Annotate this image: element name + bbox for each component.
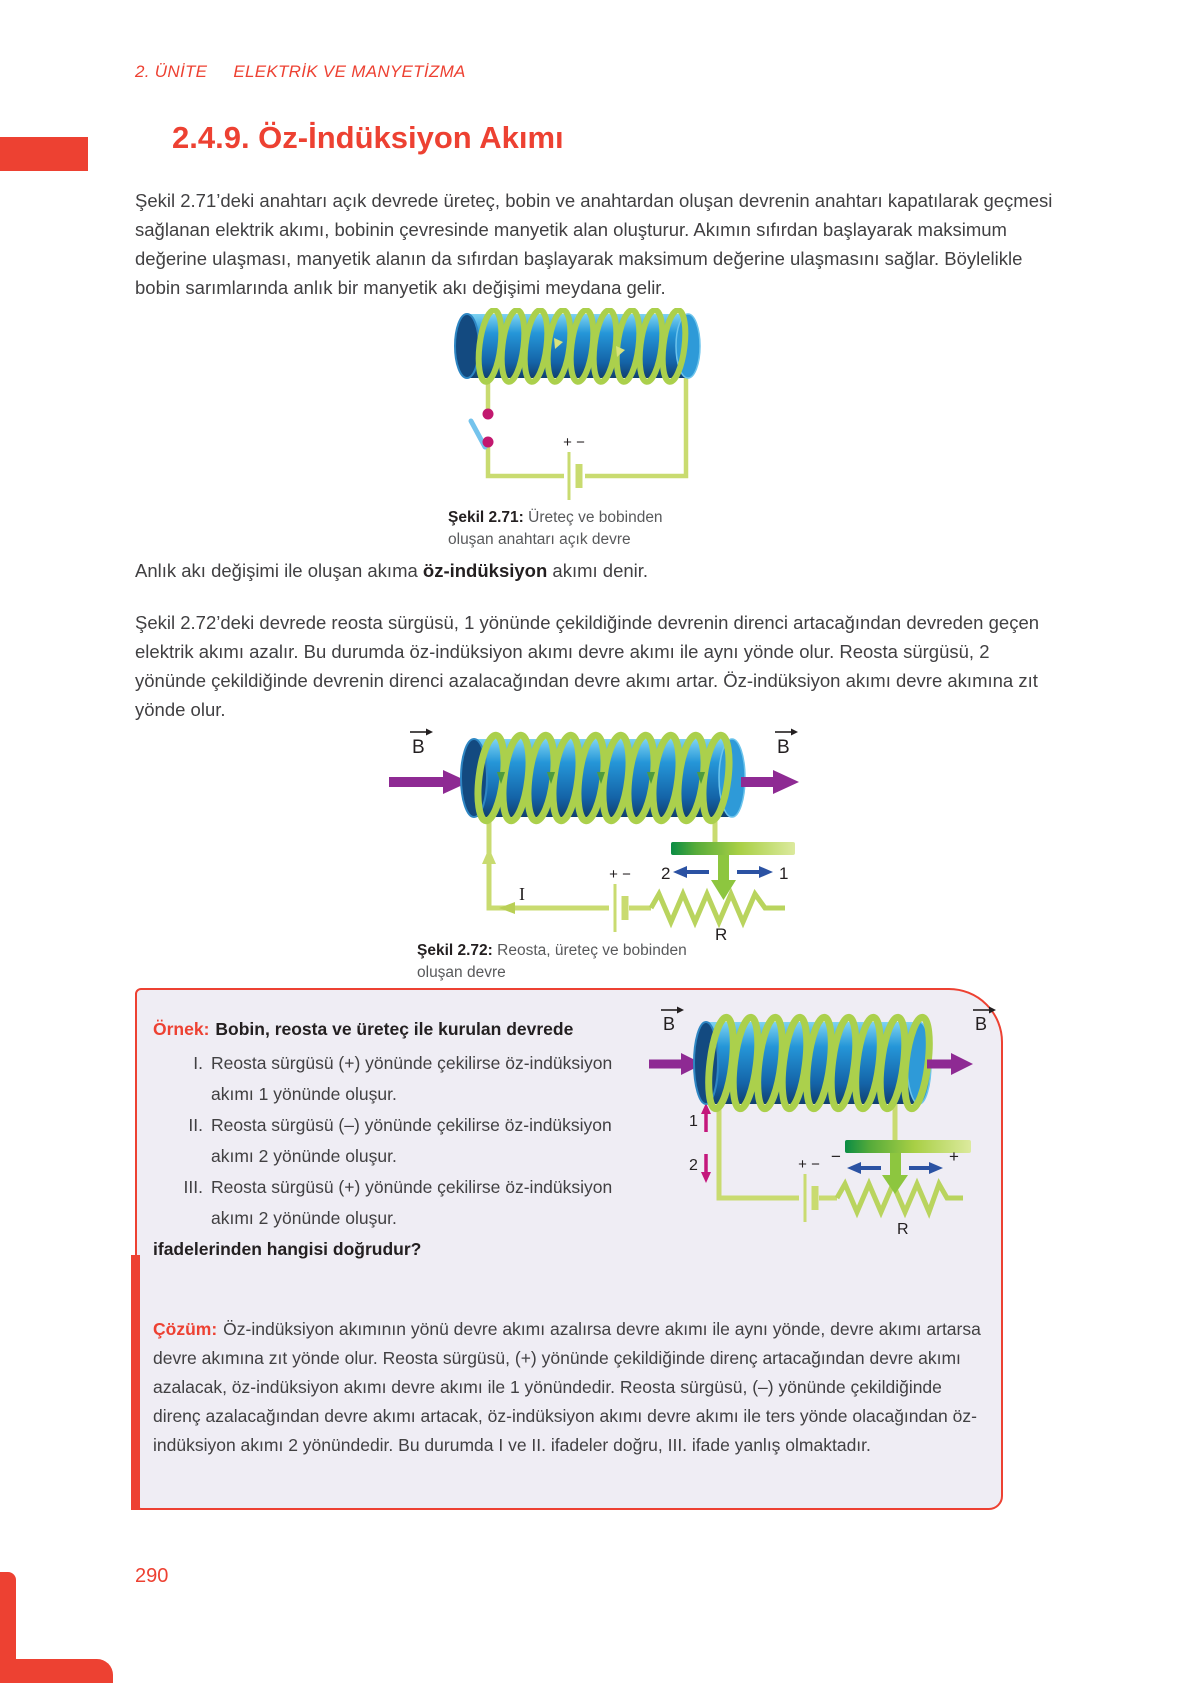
example-intro: Örnek: Bobin, reosta ve üreteç ile kurulan devrede xyxy=(153,1019,574,1039)
example-figure-coil-circuit xyxy=(649,1002,999,1240)
paragraph-definition: Anlık akı değişimi ile oluşan akıma öz-indüksiyon akımı denir. xyxy=(135,560,649,581)
caption-text: Üreteç ve bobinden oluşan anahtarı açık devre xyxy=(448,509,663,548)
example-label: Örnek: xyxy=(153,1019,210,1039)
paragraph-rheostat: Şekil 2.72’deki devrede reosta sürgüsü, 1 yönünde çekildiğinde devrenin direnci artacağından devreden geçen elektrik akımı azalır. Bu durumda öz-indüksiyon akımı devre akımı ile aynı yönde olur. Reosta sürgüsü, 2 yönünde çekildiğinde devrenin direnci azalacağından devre akımı artar. Öz-indüksiyon akımı devre akımına zıt yönde olur. xyxy=(135,612,1040,720)
slider-minus-label: − xyxy=(831,1147,841,1166)
wire-current-arrow-left xyxy=(499,902,515,914)
b-field-arrow-right xyxy=(741,729,799,795)
section-accent-bar xyxy=(0,137,88,171)
figure-2-71-open-switch-circuit xyxy=(448,308,713,506)
term-self-induction: öz-indüksiyon xyxy=(422,560,548,581)
list-item: III. Reosta sürgüsü (+) yönünde çekilirse öz-indüksiyon akımı 2 yönünde oluşur. xyxy=(183,1177,613,1228)
solution-label: Çözüm: xyxy=(153,1319,218,1339)
wire-current-arrow-up xyxy=(482,848,496,864)
slider-plus-label: + xyxy=(949,1147,959,1166)
b-field-label-left: B xyxy=(663,1014,676,1034)
page-title: 2.4.9. Öz-İndüksiyon Akımı xyxy=(172,120,564,155)
unit-title: ELEKTRİK VE MANYETİZMA xyxy=(233,62,466,81)
caption-text: Reosta, üreteç ve bobinden oluşan devre xyxy=(417,942,687,981)
coil xyxy=(694,1016,934,1110)
resistor xyxy=(837,1184,963,1212)
b-field-arrow-left xyxy=(389,729,469,795)
caption-label: Şekil 2.71: xyxy=(448,509,524,526)
direction-2-label: 2 xyxy=(689,1157,698,1174)
resistor-label: R xyxy=(897,1221,909,1238)
current-label: I xyxy=(519,884,525,904)
unit-header xyxy=(135,62,466,82)
b-field-arrow-right xyxy=(927,1007,996,1076)
b-field-label-right: B xyxy=(975,1014,988,1034)
corner-decoration-foot xyxy=(0,1659,113,1683)
battery-symbol xyxy=(798,1156,820,1222)
slider-direction-2: 2 xyxy=(661,864,671,883)
coil xyxy=(461,734,745,822)
caption-label: Şekil 2.72: xyxy=(417,942,493,959)
figure-2-72-rheostat-circuit xyxy=(385,722,805,944)
battery-symbol xyxy=(563,434,585,500)
direction-1-label: 1 xyxy=(689,1113,698,1130)
battery-polarity-label: + − xyxy=(798,1156,820,1173)
battery-polarity-label: + − xyxy=(609,866,631,883)
example-solution: Çözüm: Öz-indüksiyon akımının yönü devre akımı azalırsa devre akımı ile aynı yönde, devre akımı artarsa devre akımına zıt yönde olur. Reosta sürgüsü, (+) yönünde çekildiğinde direnç artacağından devre akımı azalacak, öz-indüksiyon akımı devre akımı ile 1 yönündedir. Reosta sürgüsü, (–) yönünde çekildiğinde direnç azalacağından devre akımı artacak, öz-indüksiyon akımı devre akımı ile ters yönde olacağından öz-indüksiyon akımı 2 yönündedir. Bu durumda I ve II. ifadeler doğru, III. ifade yanlış olmaktadır. xyxy=(153,1319,981,1455)
b-field-label-left: B xyxy=(412,737,425,758)
b-field-label-right: B xyxy=(777,737,790,758)
coil xyxy=(455,309,700,383)
slider-direction-1: 1 xyxy=(779,864,789,883)
unit-number: 2. ÜNİTE xyxy=(135,62,208,81)
resistor xyxy=(651,894,785,922)
resistor-label: R xyxy=(715,925,728,944)
list-item: I. Reosta sürgüsü (+) yönünde çekilirse öz-indüksiyon akımı 1 yönünde oluşur. xyxy=(193,1053,613,1104)
paragraph-intro: Şekil 2.71’deki anahtarı açık devrede üreteç, bobin ve anahtardan oluşan devrenin anahtarı kapatılarak geçmesi sağlanan elektrik akımı, bobinin çevresinde manyetik alan oluşturur. Akımın sıfırdan başlayarak maksimum değerine ulaşması, manyetik alanın da sıfırdan başlayarak maksimum değerine ulaşmasını sağlar. Böylelikle bobin sarımlarında anlık bir manyetik akı değişimi meydana gelir. xyxy=(135,190,1053,298)
list-item: II. Reosta sürgüsü (–) yönünde çekilirse öz-indüksiyon akımı 2 yönünde oluşur. xyxy=(188,1115,612,1166)
figure-2-71-caption xyxy=(448,507,698,551)
solution-accent-bar xyxy=(131,1255,140,1510)
open-switch xyxy=(471,409,494,448)
figure-2-72-caption xyxy=(417,940,727,984)
battery-polarity-label: + − xyxy=(563,434,585,451)
battery-symbol xyxy=(609,866,631,932)
page-number: 290 xyxy=(135,1565,169,1587)
example-box xyxy=(135,988,1003,1510)
example-question: ifadelerinden hangisi doğrudur? xyxy=(153,1239,422,1259)
induction-direction-labels xyxy=(689,1103,711,1183)
